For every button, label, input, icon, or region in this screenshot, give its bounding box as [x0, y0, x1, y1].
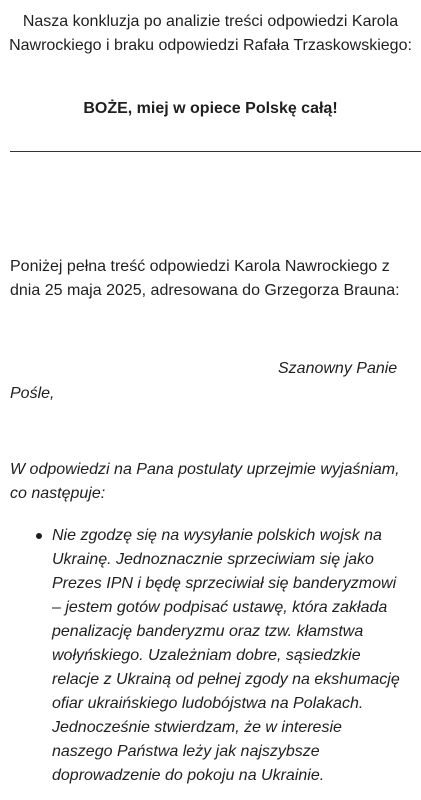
- postulates-list: [52, 524, 401, 788]
- reply-intro-paragraph: W odpowiedzi na Pana postulaty uprzejmie wyjaśniam, co następuje:: [10, 461, 400, 502]
- conclusion-text: Nasza konkluzja po analizie treści odpowiedzi Karola Nawrockiego i braku odpowiedzi Rafała Trzaskowskiego:: [9, 13, 412, 54]
- intro-paragraph: Poniżej pełna treść odpowiedzi Karola Nawrockiego z dnia 25 maja 2025, adresowana do Grzegorza Brauna:: [10, 258, 400, 299]
- list-item-text: Nie zgodzę się na wysyłanie polskich wojsk na Ukrainę. Jednoznacznie sprzeciwiam się jako Prezes IPN i będę sprzeciwiał się banderyzmowi – jestem gotów podpisać ustawę, która zakłada penalizację banderyzmu oraz tzw. kłamstwa wołyńskiego. Uzależniam dobre, sąsiedzkie relacje z Ukrainą od pełnej zgody na ekshumację ofiar ukraińskiego ludobójstwa na Polakach. Jednocześnie stwierdzam, że w interesie naszego Państwa leży jak najszybsze doprowadzenie do pokoju na Ukrainie.: [52, 527, 400, 784]
- salutation-line-2: Pośle,: [10, 385, 55, 402]
- motto-heading: BOŻE, miej w opiece Polskę całą!: [83, 100, 338, 117]
- list-item: [52, 524, 401, 788]
- divider-line: [10, 151, 421, 152]
- salutation-line-1: Szanowny Panie: [278, 360, 398, 377]
- bullet-icon: [36, 533, 42, 539]
